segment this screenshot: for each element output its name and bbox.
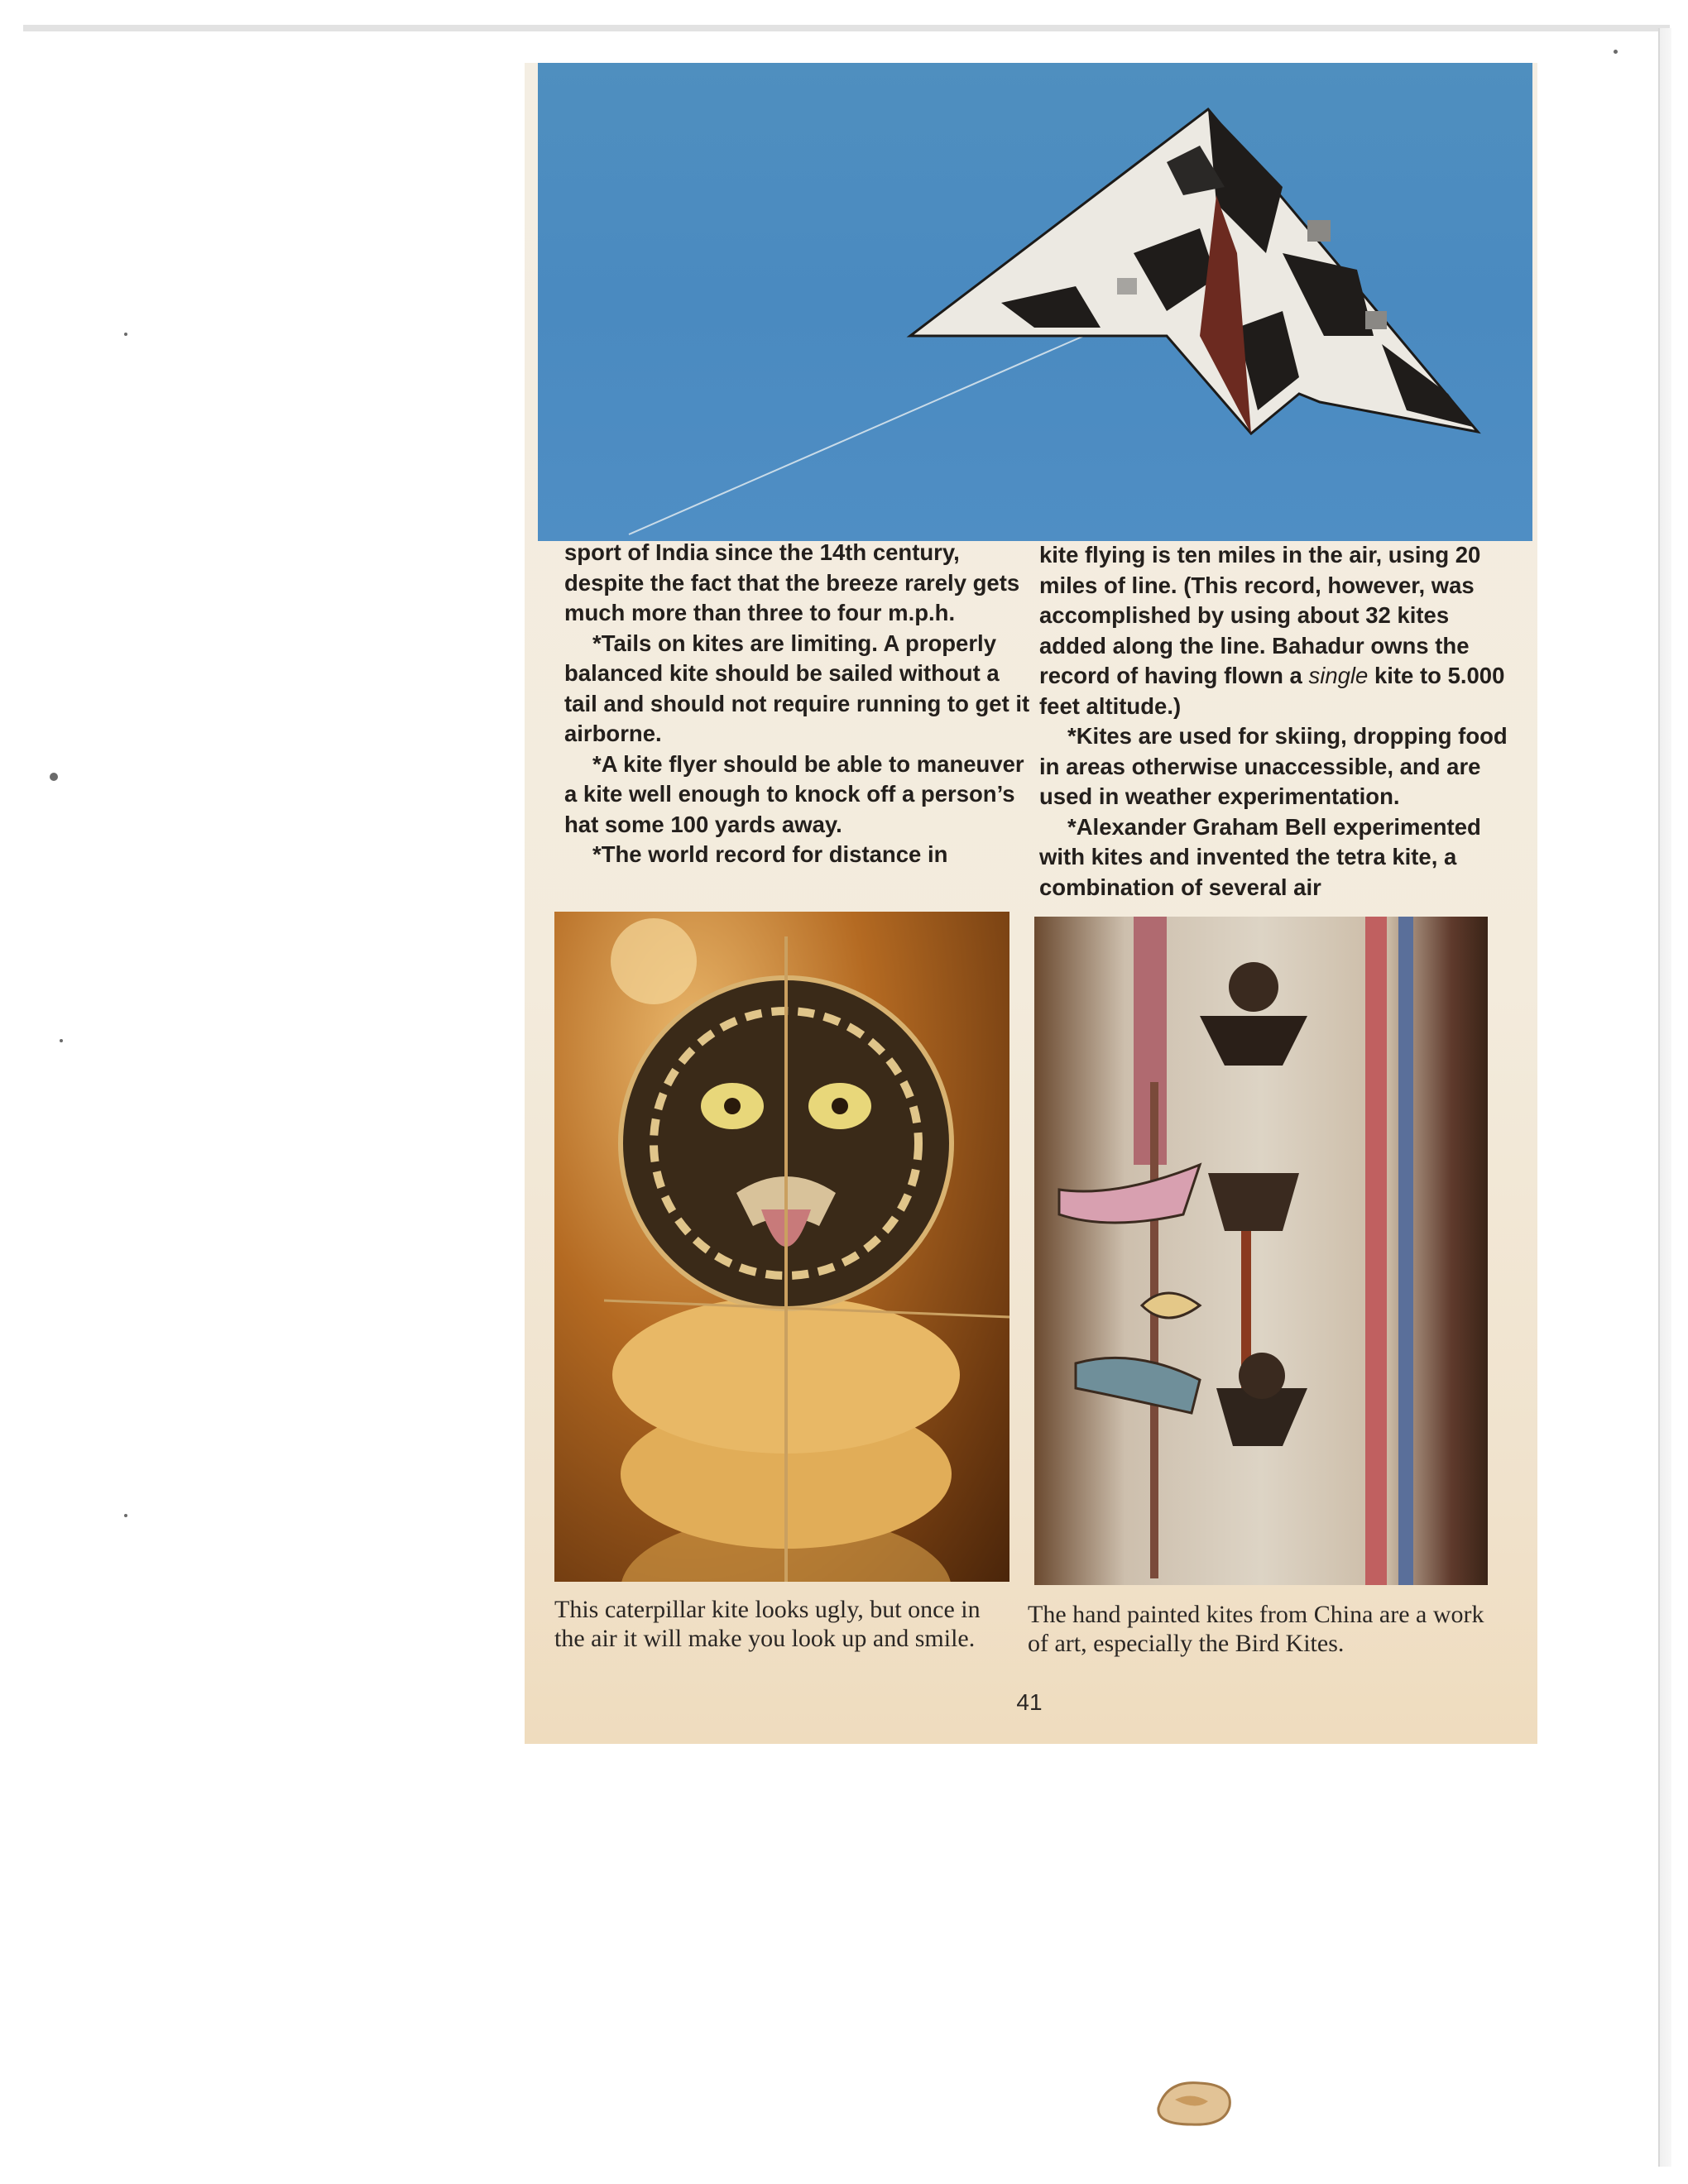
dust-speck	[1614, 50, 1618, 54]
page-number: 41	[1016, 1689, 1043, 1715]
article-paragraph: *A kite flyer should be able to maneuver a kite well enough to knock off a person’s hat some 100 yards away.	[564, 750, 1024, 837]
paper-stain	[1150, 2075, 1241, 2129]
article-right-column	[1039, 540, 1511, 903]
chinese-bird-kites-photo	[1034, 917, 1488, 1585]
scan-border-top	[23, 25, 1670, 31]
article-paragraph: *Alexander Graham Bell experimented with kites and invented the tetra kite, a combination of several air	[1039, 813, 1481, 900]
text-run: kite flying is ten miles in the air, using 20 miles of line. (This record, however, was accomplished by using about 32 kites added along the line. Bahadur owns the record of having flown a	[1039, 542, 1481, 688]
photo-caption-left: This caterpillar kite looks ugly, but once in the air it will make you look up and smile.	[554, 1596, 981, 1652]
delta-kite-photo	[538, 63, 1532, 541]
article-left-column	[564, 538, 1036, 870]
article-paragraph: *Tails on kites are limiting. A properly balanced kite should be sailed without a tail and should not require running to get it airborne.	[564, 630, 1030, 746]
photo-caption-right: The hand painted kites from China are a work of art, especially the Bird Kites.	[1028, 1601, 1484, 1657]
article-paragraph	[1039, 540, 1511, 721]
article-paragraph: *The world record for distance in	[592, 841, 948, 867]
scan-border-right	[1658, 28, 1671, 2167]
caterpillar-kite-photo	[554, 912, 1009, 1582]
emphasized-word: single	[1308, 663, 1369, 688]
dust-speck	[50, 773, 58, 781]
magazine-clipping	[525, 63, 1537, 1744]
article-paragraph: sport of India since the 14th century, despite the fact that the breeze rarely gets much more than three to four m.p.h.	[564, 539, 1020, 625]
article-paragraph: *Kites are used for skiing, dropping food in areas otherwise unaccessible, and are used in weather experimentation.	[1039, 723, 1508, 809]
dust-speck	[124, 333, 127, 336]
text-run: kite to 5.000 feet altitude.)	[1039, 663, 1505, 719]
dust-speck	[60, 1039, 63, 1042]
dust-speck	[124, 1514, 127, 1517]
